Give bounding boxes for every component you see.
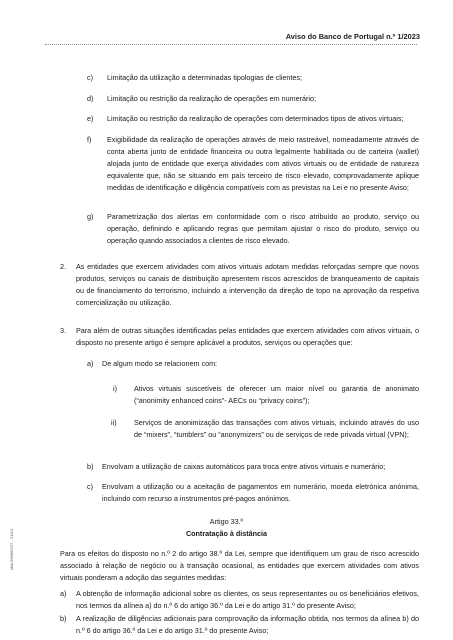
list-marker: a) bbox=[60, 589, 67, 598]
list-marker: c) bbox=[87, 73, 93, 82]
list-item-e: Limitação ou restrição da realização de operações com determinados tipos de ativos virtuais; bbox=[107, 114, 404, 123]
paragraph-2: As entidades que exercem atividades com ativos virtuais adotam medidas reforçadas sempre que novos produtos, serviços ou canais de distribuição apresentem riscos acrescidos de branqueamento de capitais ou de financiamento do terrorismo, incluindo a intervenção da direção de topo na aprovação da respetiva comercialização ou utilização. bbox=[76, 262, 419, 307]
paragraph-3: Para além de outras situações identificadas pelas entidades que exercem atividades com ativos virtuais, o disposto no presente artigo é sempre aplicável a produtos, serviços ou operações que: bbox=[76, 326, 419, 347]
list-marker: b) bbox=[87, 462, 94, 471]
list-item-c: Limitação da utilização a determinadas tipologias de clientes; bbox=[107, 73, 302, 82]
list-marker: c) bbox=[87, 482, 93, 491]
list-marker: g) bbox=[87, 212, 94, 221]
list-marker: b) bbox=[60, 614, 67, 623]
article-intro: Para os efeitos do disposto no n.º 2 do artigo 38.º da Lei, sempre que identifiquem um grau de risco acrescido associado à relação de negócio ou à transação ocasional, as entidades que exercem atividades com ativos virtuais ponderam a adoção das seguintes medidas: bbox=[60, 549, 419, 582]
list-item-f: Exigibilidade da realização de operações através de meio rastreável, nomeadamente através de conta aberta junto de entidade financeira ou outra legalmente habilitada ou de carteira (wallet) alojada junto de entidade que exerça atividades com ativos virtuais ou de entidade de natureza equivalente que, não se situando em país terceiro de risco elevado, comprovadamente aplique medidas de identificação e diligência compatíveis com as previstas na Lei e no presente Aviso; bbox=[107, 135, 419, 192]
list-marker: a) bbox=[87, 359, 94, 368]
list-marker: e) bbox=[87, 114, 94, 123]
article-title: Contratação à distância bbox=[185, 529, 268, 538]
article-number: Artigo 33.º bbox=[209, 517, 244, 526]
list-marker: d) bbox=[87, 94, 94, 103]
paragraph-number: 2. bbox=[60, 262, 66, 271]
header-divider bbox=[45, 44, 417, 45]
list-item-g: Parametrização dos alertas em conformidade com o risco atribuído ao produto, serviço ou operação, definindo e aplicando regras que permitam ajustar o risco do produto, serviço ou operação quando associados a clientes de risco elevado. bbox=[107, 212, 419, 245]
list-marker: f) bbox=[87, 135, 92, 144]
list-item-a: A obtenção de informação adicional sobre os clientes, os seus representantes ou os beneficiários efetivos, nos termos da alínea a) do n.º 6 do artigo 36.º da Lei e do artigo 31.º do presente Aviso; bbox=[76, 589, 419, 610]
list-item-b: A realização de diligências adicionais para comprovação da informação obtida, nos termos da alínea b) do n.º 6 do artigo 36.º da Lei e do artigo 31.º do presente Aviso; bbox=[76, 614, 419, 635]
paragraph-3-item-c: Envolvam a utilização ou a aceitação de pagamentos em numerário, moeda eletrónica anónima, incluindo com recurso a instrumentos pré-pagos anónimos. bbox=[102, 482, 419, 503]
paragraph-3-item-a-i: Ativos virtuais suscetíveis de oferecer um maior nível ou garantia de anonimato (“anonimity enhanced coins”- AECs ou “privacy coins”); bbox=[134, 384, 419, 405]
paragraph-number: 3. bbox=[60, 326, 66, 335]
list-marker: i) bbox=[113, 384, 117, 393]
page-header-title: Aviso do Banco de Portugal n.º 1/2023 bbox=[285, 32, 420, 41]
list-marker: ii) bbox=[111, 418, 117, 427]
list-item-d: Limitação ou restrição da realização de operações em numerário; bbox=[107, 94, 316, 103]
side-reference-code: MAI.9999/INST - 21/14 bbox=[9, 529, 14, 570]
paragraph-3-item-a: De algum modo se relacionem com: bbox=[102, 359, 218, 368]
paragraph-3-item-a-ii: Serviços de anonimização das transações com ativos virtuais, incluindo através do uso de “mixers”, “tumblers” ou “anonymizers” ou de serviços de rede privada virtual (VPN); bbox=[134, 418, 419, 439]
paragraph-3-item-b: Envolvam a utilização de caixas automáticos para troca entre ativos virtuais e numerário; bbox=[102, 462, 386, 471]
